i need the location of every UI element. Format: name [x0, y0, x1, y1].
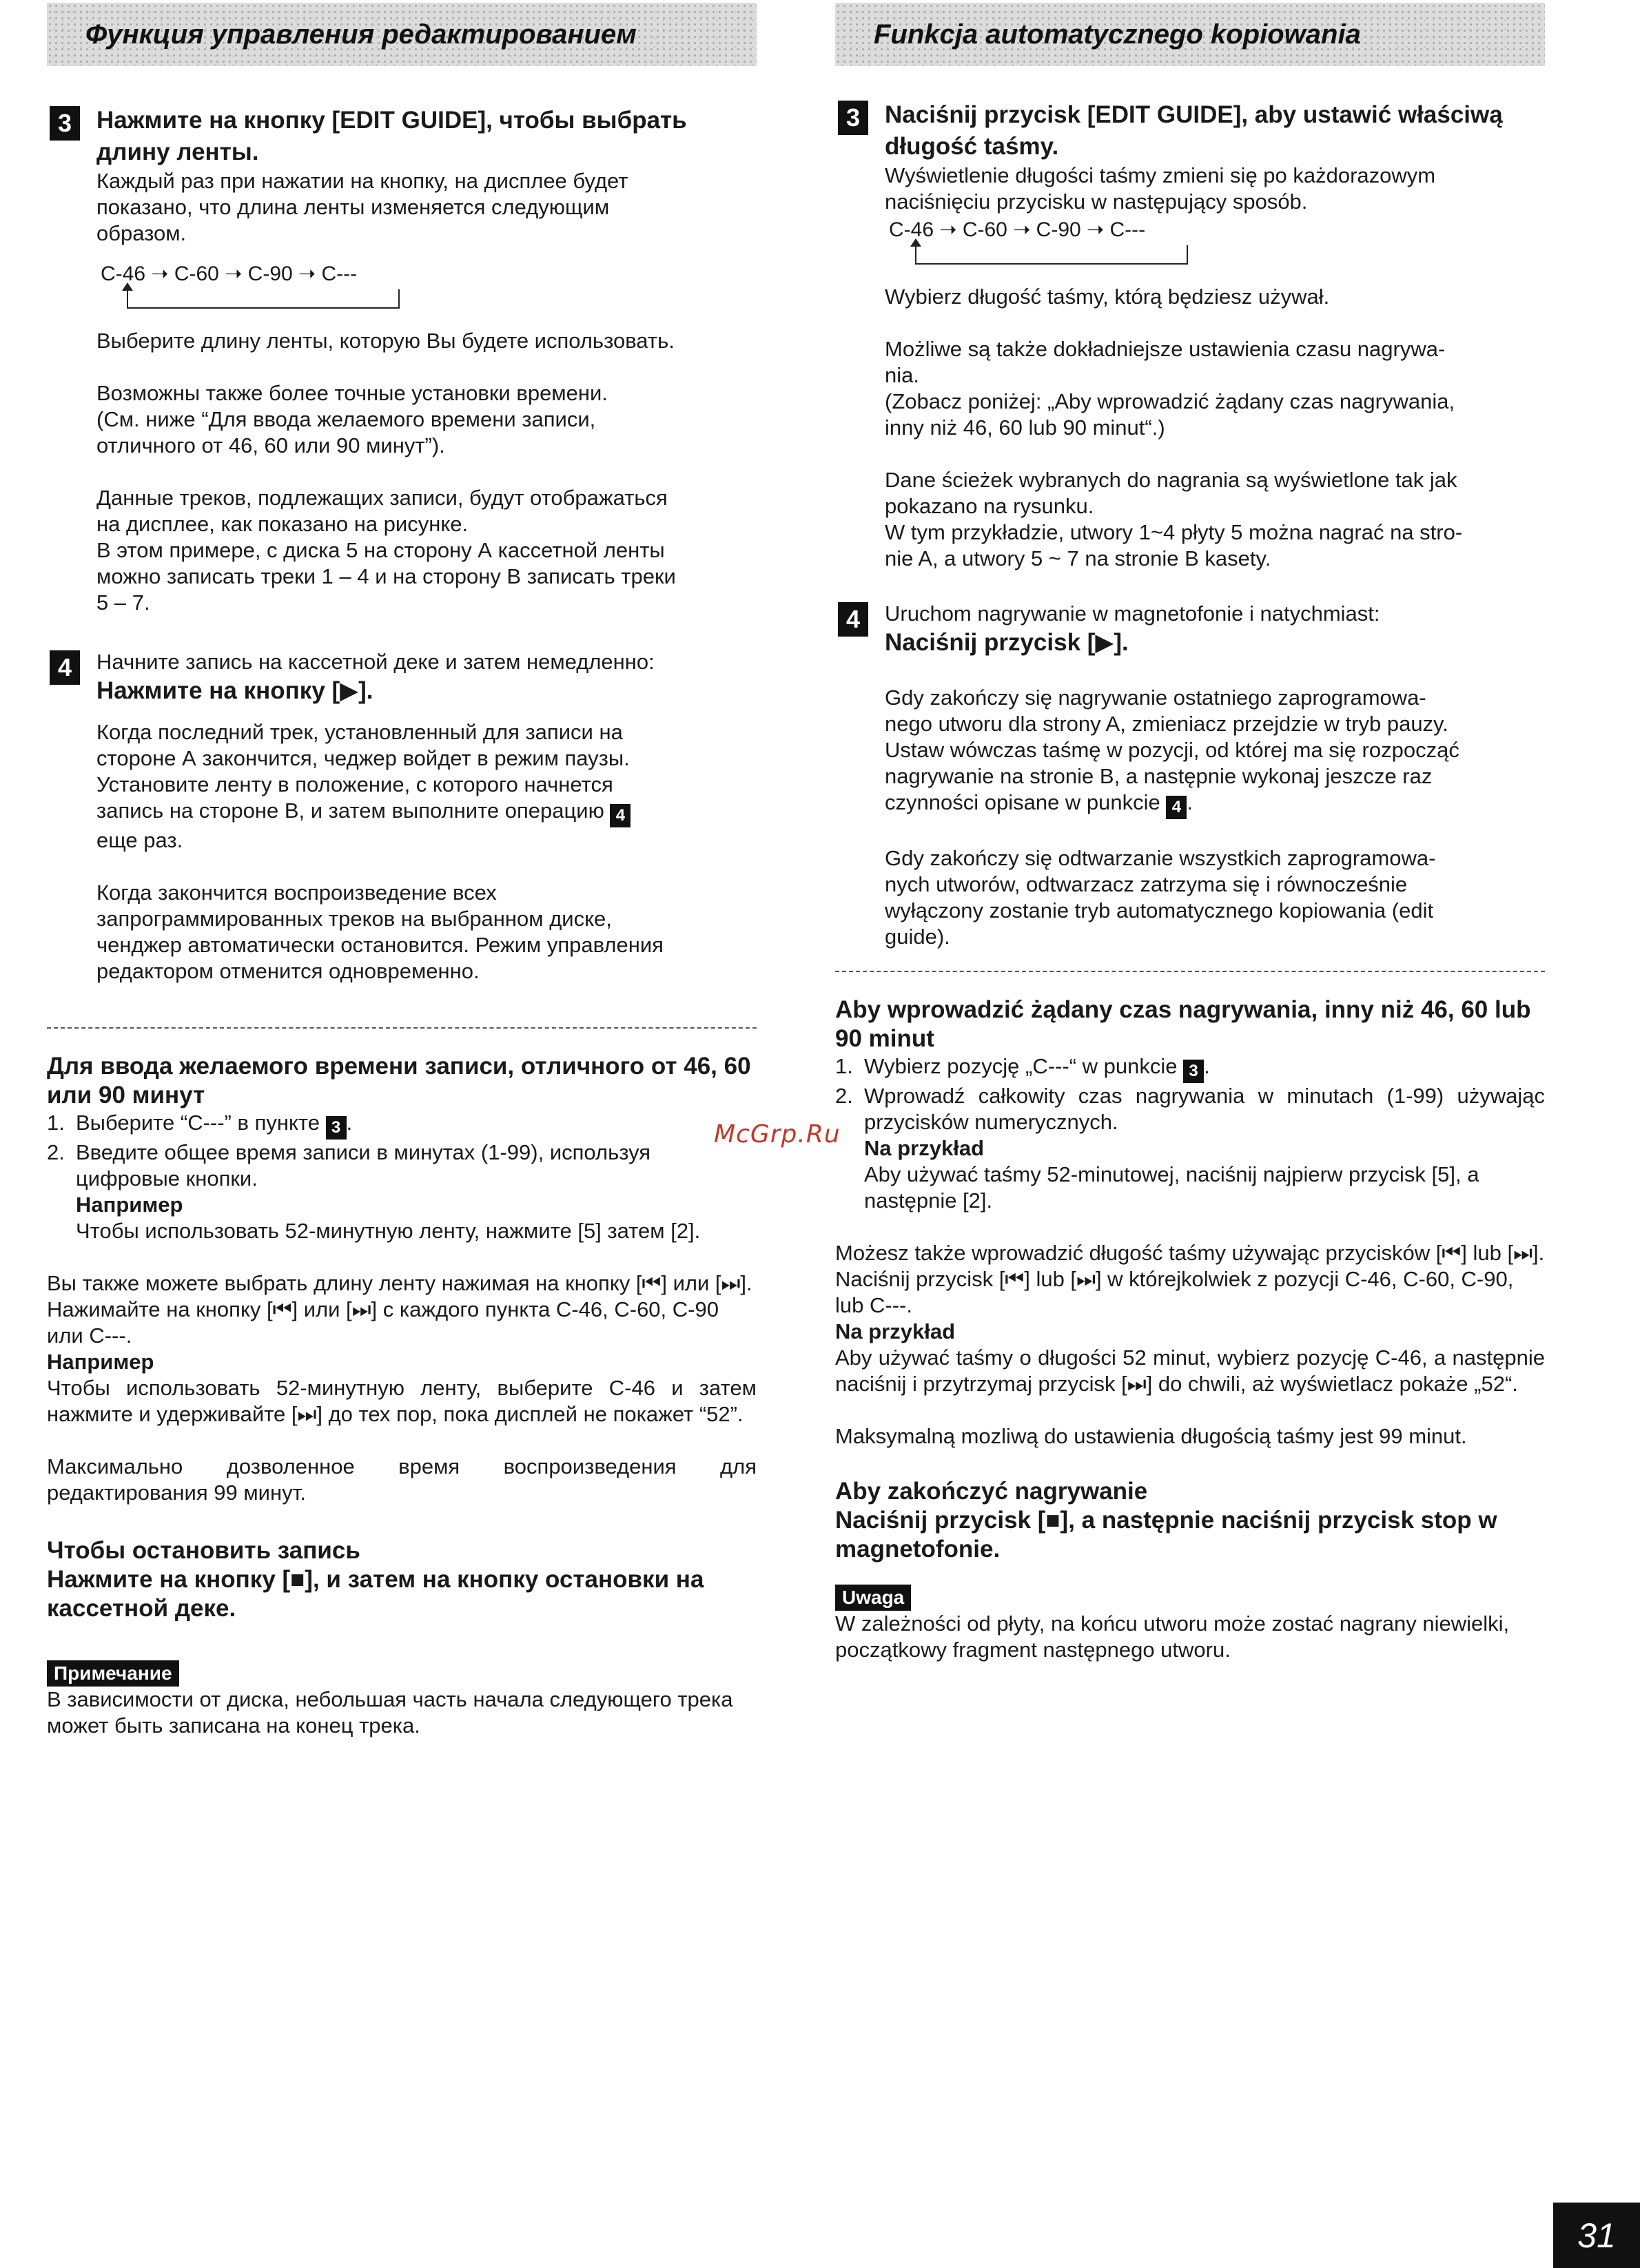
note-text: W zależności od płyty, na końcu utworu może zostać nagrany niewielki, początkowy fragment następnego utworu.	[835, 1611, 1510, 1662]
example-label: Na przykład	[864, 1136, 985, 1160]
example-label: Например	[76, 1193, 183, 1217]
step-number-badge: 3	[838, 101, 868, 135]
paragraph: Максимально дозволенное время воспроизведения для редактирования 99 минут.	[47, 1454, 757, 1505]
step-paragraph-line: В этом примере, с диска 5 на сторону А кассетной ленты	[96, 538, 665, 562]
note-text: В зависимости от диска, небольшая часть начала следующего трека может быть записана на конец трека.	[47, 1687, 733, 1738]
step-paragraph-line: nia.	[885, 363, 919, 387]
watermark: McGrp.Ru	[714, 1120, 841, 1148]
section-title: Для ввода желаемого времени записи, отличного от 46, 60 или 90 минут	[47, 1053, 751, 1109]
stop-instruction: Naciśnij przycisk [■], a następnie naciśnij przycisk stop w magnetofonie.	[835, 1507, 1497, 1563]
example-text: Aby używać taśmy o długości 52 minut, wybierz pozycję C-46, a następnie naciśnij i przytrzymaj przycisk [⏭] do chwili, aż wyświetlacz pokaże „52“.	[835, 1346, 1545, 1396]
left-section-header	[47, 3, 757, 66]
step-heading: Naciśnij przycisk [▶].	[885, 629, 1129, 656]
note-label: Примечание	[47, 1660, 179, 1687]
line-text: запись на стороне В, и затем выполните операцию	[96, 798, 604, 823]
step-paragraph-line: Когда последний трек, установленный для записи на	[96, 720, 623, 744]
step-paragraph-line: образом.	[96, 221, 187, 245]
example-label: Например	[47, 1350, 154, 1374]
step-paragraph-line: pokazano na rysunku.	[885, 494, 1094, 518]
step-ref-badge: 3	[326, 1116, 347, 1140]
step-paragraph-line: еще раз.	[96, 828, 183, 852]
right-header-title: Funkcja automatycznego kopiowania	[874, 19, 1361, 50]
left-note	[47, 1660, 757, 1739]
list-item: 1. Wybierz pozycję „C---“ w punkcie 3 .	[835, 1053, 1545, 1083]
step-paragraph: Выберите длину ленты, которую Вы будете использовать.	[96, 329, 675, 353]
section-divider	[835, 971, 1545, 972]
step-heading: Naciśnij przycisk [EDIT GUIDE], aby ustawić właściwą długość taśmy.	[885, 101, 1503, 160]
step-paragraph-line: редактором отменится одновременно.	[96, 959, 480, 983]
right-step-3	[835, 99, 1545, 572]
step-paragraph-line: Установите ленту в положение, с которого начнется	[96, 772, 613, 796]
step-subheading: Начните запись на кассетной деке и затем немедленно:	[96, 650, 655, 674]
step-paragraph-line: Возможны также более точные установки времени.	[96, 381, 608, 405]
step-paragraph-line: стороне А закончится, чеджер войдет в режим паузы.	[96, 746, 630, 770]
right-column	[835, 0, 1545, 1663]
step-paragraph-line: Каждый раз при нажатии на кнопку, на дисплее будет	[96, 169, 628, 193]
step-paragraph-line: Możliwe są także dokładniejsze ustawienia czasu nagrywa-	[885, 337, 1446, 361]
tape-length-sequence	[101, 262, 757, 313]
step-paragraph-line: Когда закончится воспроизведение всех	[96, 880, 497, 905]
section-divider	[47, 1027, 757, 1029]
step-heading: Нажмите на кнопку [▶].	[96, 677, 373, 704]
step-paragraph-line: чeнджер автоматически остановится. Режим управления	[96, 933, 664, 957]
section-title: Чтобы остановить запись	[47, 1537, 360, 1564]
left-header-title: Функция управления редактированием	[85, 19, 637, 50]
list-text: Выберите “C---” в пункте	[76, 1111, 320, 1135]
paragraph: Вы также можете выбрать длину ленту нажимая на кнопку [⏮] или [⏭].	[47, 1271, 752, 1295]
right-note	[835, 1585, 1545, 1663]
paragraph: Нажимайте на кнопку [⏮] или [⏭] с каждого пункта С-46, С-60, С-90 или С---.	[47, 1297, 719, 1348]
step-paragraph-line: inny niż 46, 60 lub 90 minut“.)	[885, 415, 1165, 440]
step-paragraph-line: nie A, a utwory 5 ~ 7 na stronie B kasety.	[885, 546, 1271, 570]
step-paragraph-line: Ustaw wówczas taśmę w pozycji, od której ma się rozpocząć	[885, 738, 1459, 762]
step-paragraph-line: отличного от 46, 60 или 90 минут”).	[96, 433, 445, 457]
step-paragraph-line: Gdy zakończy się nagrywanie ostatniego zaprogramowa-	[885, 685, 1426, 710]
page-number: 31	[1553, 2203, 1640, 2268]
list-item: 1. Выберите “C---” в пункте 3 .	[47, 1110, 757, 1140]
step-number-badge: 4	[838, 602, 868, 637]
line-text: czynności opisane w punkcie	[885, 790, 1160, 814]
step-paragraph-line: nego utworu dla strony A, zmieniacz przejdzie w tryb pauzy.	[885, 712, 1448, 736]
left-step-3	[47, 105, 757, 616]
step-paragraph-line: (См. ниже “Для ввода желаемого времени записи,	[96, 407, 596, 431]
step-paragraph-line: Gdy zakończy się odtwarzanie wszystkich zaprogramowa-	[885, 846, 1436, 870]
step-paragraph-line: naciśnięciu przycisku w następujący sposób.	[885, 189, 1308, 214]
example-text: Aby używać taśmy 52-minutowej, naciśnij najpierw przycisk [5], a następnie [2].	[864, 1162, 1479, 1213]
right-custom-time-section	[835, 996, 1545, 1450]
loop-arrow	[915, 245, 1188, 265]
list-text: Wprowadź całkowity czas nagrywania w minutach (1-99) używając przycisków numerycznych.	[864, 1084, 1545, 1134]
sequence-text: C-46 ➝ C-60 ➝ C-90 ➝ C---	[101, 262, 358, 285]
step-paragraph-line: W tym przykładzie, utwory 1~4 płyty 5 można nagrać na stro-	[885, 520, 1463, 544]
note-label: Uwaga	[835, 1585, 911, 1611]
step-number-badge: 3	[50, 106, 80, 141]
step-paragraph-line: czynności opisane w punkcie 4 .	[885, 790, 1545, 819]
step-paragraph-line	[96, 798, 757, 827]
list-text: Введите общее время записи в минутах (1-99), используя цифровые кнопки.	[76, 1140, 651, 1190]
step-paragraph-line: nagrywanie na stronie B, a następnie wykonaj jeszcze raz	[885, 764, 1433, 788]
step-paragraph-line: показано, что длина ленты изменяется следующим	[96, 195, 610, 219]
sequence-text: C-46 ➝ C-60 ➝ C-90 ➝ C---	[889, 218, 1146, 241]
section-title: Aby zakończyć nagrywanie	[835, 1478, 1148, 1505]
step-paragraph-line: можно записать треки 1 – 4 и на сторону В записать треки	[96, 564, 676, 588]
left-stop-section	[47, 1536, 757, 1623]
step-paragraph-line: запрограммированных треков на выбранном диске,	[96, 907, 612, 931]
numbered-list	[835, 1053, 1545, 1135]
left-step-4	[47, 649, 757, 984]
step-ref-badge: 3	[1183, 1060, 1204, 1083]
paragraph: Maksymalną mozliwą do ustawienia długością taśmy jest 99 minut.	[835, 1424, 1467, 1448]
example-text: Чтобы использовать 52-минутную ленту, выберите С-46 и затем нажмите и удерживайте [⏭] до тех пор, пока дисплей не покажет “52”.	[47, 1376, 757, 1426]
left-column	[47, 0, 757, 1739]
list-text: Wybierz pozycję „C---“ w punkcie	[864, 1054, 1178, 1078]
left-custom-time-section	[47, 1052, 757, 1506]
list-item: 2. Wprowadź całkowity czas nagrywania w minutach (1-99) używając przycisków numerycznych.	[835, 1084, 1545, 1134]
loop-arrow	[127, 289, 400, 309]
paragraph: Możesz także wprowadzić długość taśmy używając przycisków [⏮] lub [⏭].	[835, 1241, 1545, 1265]
paragraph: Naciśnij przycisk [⏮] lub [⏭] w którejkolwiek z pozycji C-46, C-60, C-90, lub C---.	[835, 1267, 1514, 1317]
step-paragraph: Wybierz długość taśmy, którą będziesz używał.	[885, 285, 1330, 309]
step-heading: Нажмите на кнопку [EDIT GUIDE], чтобы выбрать длину ленты.	[96, 107, 687, 165]
step-subheading: Uruchom nagrywanie w magnetofonie i natychmiast:	[885, 601, 1380, 626]
step-paragraph-line: 5 – 7.	[96, 590, 150, 615]
right-stop-section	[835, 1477, 1545, 1564]
step-paragraph-line: nych utworów, odtwarzacz zatrzyma się i równocześnie	[885, 872, 1408, 896]
step-paragraph-line: wyłączony zostanie tryb automatycznego kopiowania (edit	[885, 898, 1434, 922]
section-title: Aby wprowadzić żądany czas nagrywania, inny niż 46, 60 lub 90 minut	[835, 996, 1531, 1052]
step-paragraph-line: (Zobacz poniżej: „Aby wprowadzić żądany czas nagrywania,	[885, 389, 1455, 413]
right-step-4	[835, 601, 1545, 950]
step-paragraph-line: guide).	[885, 925, 950, 949]
example-label: Na przykład	[835, 1319, 956, 1343]
right-section-header	[835, 3, 1545, 66]
list-item: 2. Введите общее время записи в минутах (1-99), используя цифровые кнопки.	[47, 1140, 651, 1190]
step-paragraph-line: Данные треков, подлежащих записи, будут отображаться	[96, 486, 668, 510]
tape-length-sequence	[889, 218, 1545, 269]
stop-instruction: Нажмите на кнопку [■], и затем на кнопку остановки на кассетной деке.	[47, 1566, 704, 1622]
example-text: Чтобы использовать 52-минутную ленту, нажмите [5] затем [2].	[76, 1219, 701, 1243]
step-paragraph-line: Dane ścieżek wybranych do nagrania są wyświetlone tak jak	[885, 468, 1457, 492]
step-paragraph-line: Wyświetlenie długości taśmy zmieni się po każdorazowym	[885, 163, 1436, 187]
numbered-list	[47, 1110, 757, 1192]
step-ref-badge: 4	[610, 804, 631, 827]
step-ref-badge: 4	[1166, 796, 1187, 819]
step-number-badge: 4	[50, 650, 80, 685]
step-paragraph-line: на дисплее, как показано на рисунке.	[96, 512, 469, 536]
